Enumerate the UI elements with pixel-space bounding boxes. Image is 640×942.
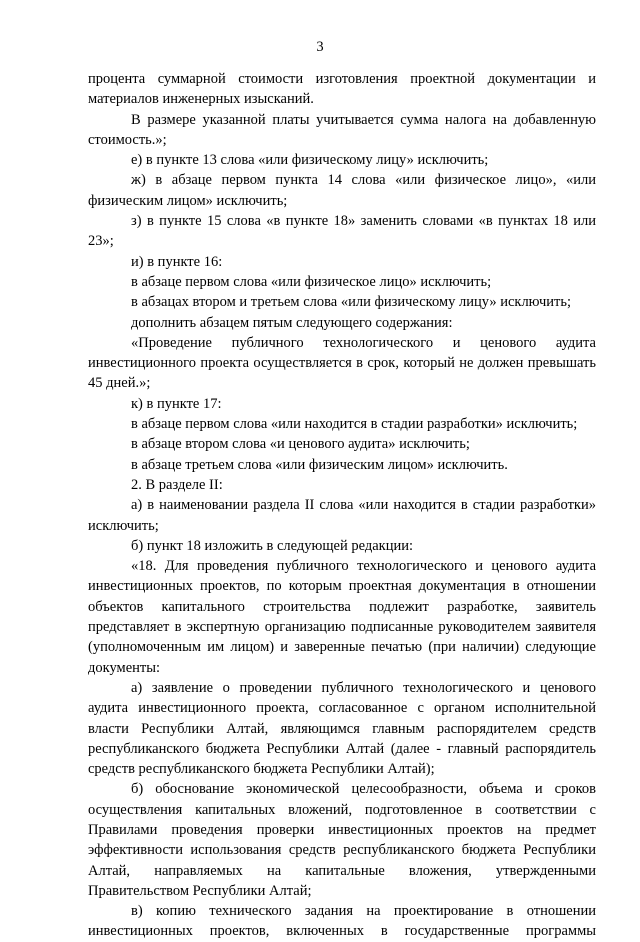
page-number: 3 bbox=[316, 39, 324, 55]
paragraph: в абзацах втором и третьем слова «или физическому лицу» исключить; bbox=[131, 294, 571, 311]
paragraph: к) в пункте 17: bbox=[131, 395, 222, 412]
paragraph: ж) в абзаце первом пункта 14 слова «или физическое лицо», «или физическим лицом» исключить; bbox=[88, 172, 596, 209]
paragraph: в абзаце первом слова «или физическое лицо» исключить; bbox=[131, 273, 492, 290]
paragraph: е) в пункте 13 слова «или физическому лицу» исключить; bbox=[131, 152, 489, 169]
paragraph: в абзаце первом слова «или находится в стадии разработки» исключить; bbox=[131, 416, 578, 433]
paragraph: в абзаце втором слова «и ценового аудита» исключить; bbox=[131, 436, 470, 453]
document-body bbox=[88, 69, 596, 942]
paragraph: з) в пункте 15 слова «в пункте 18» заменить словами «в пунктах 18 или 23»; bbox=[88, 213, 596, 250]
paragraph: а) заявление о проведении публичного технологического и ценового аудита инвестиционного проекта, согласованное с органом исполнительной власти Республики Алтай, являющимся главным распорядителем средств республиканского бюджета Республики Алтай (далее - главный распорядитель средств республиканского бюджета Республики Алтай); bbox=[88, 679, 596, 778]
paragraph: 2. В разделе II: bbox=[131, 476, 223, 493]
paragraph: «18. Для проведения публичного технологического и ценового аудита инвестиционных проектов, по которым проектная документация в отношении объектов капитального строительства подлежит разработке, заявитель представляет в экспертную организацию подписанные руководителем заявителя (уполномоченным им лицом) и заверенные печатью (при наличии) следующие документы: bbox=[88, 558, 596, 676]
paragraph: а) в наименовании раздела II слова «или находится в стадии разработки» исключить; bbox=[88, 497, 596, 534]
paragraph: и) в пункте 16: bbox=[131, 253, 223, 270]
paragraph: в) копию технического задания на проектирование в отношении инвестиционных проектов, включенных в государственные программы bbox=[88, 903, 596, 940]
paragraph: В размере указанной платы учитывается сумма налога на добавленную стоимость.»; bbox=[88, 111, 596, 148]
paragraph: в абзаце третьем слова «или физическим лицом» исключить. bbox=[131, 456, 508, 473]
paragraph: дополнить абзацем пятым следующего содержания: bbox=[131, 314, 453, 331]
paragraph: «Проведение публичного технологического и ценового аудита инвестиционного проекта осуществляется в срок, который не должен превышать 45 дней.»; bbox=[88, 334, 596, 392]
paragraph: б) пункт 18 изложить в следующей редакции: bbox=[131, 537, 413, 554]
paragraph: б) обоснование экономической целесообразности, объема и сроков осуществления капитальных вложений, подготовленное в соответствии с Правилами проведения проверки инвестиционных проектов на предмет эффективности использования средств республиканского бюджета Республики Алтай, направляемых на капитальные вложения, утвержденными Правительством Республики Алтай; bbox=[88, 781, 596, 899]
paragraph: процента суммарной стоимости изготовления проектной документации и материалов инженерных изысканий. bbox=[88, 71, 596, 108]
